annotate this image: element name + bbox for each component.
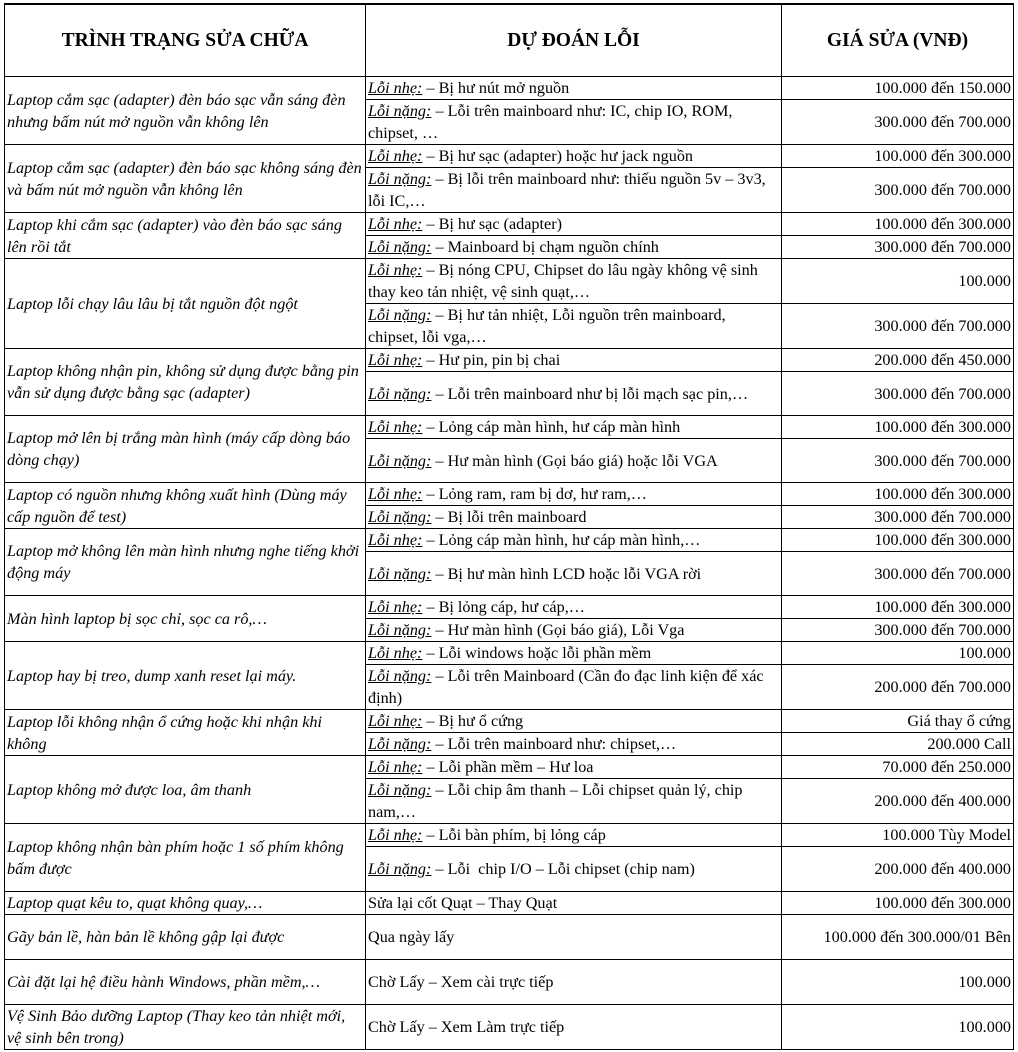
fault-cell [366, 259, 782, 304]
severity-label: Lỗi nặng: [368, 860, 432, 878]
severity-label: Lỗi nặng: [368, 781, 432, 799]
table-row [5, 416, 1014, 439]
severity-label: Lỗi nặng: [368, 621, 432, 639]
fault-text: – Lỗi trên mainboard như: chipset,… [431, 735, 677, 753]
price-cell: 100.000 đến 300.000 [782, 529, 1014, 552]
fault-cell [366, 304, 782, 349]
table-row [5, 756, 1014, 779]
fault-cell [366, 779, 782, 824]
fault-cell [366, 596, 782, 619]
fault-cell [366, 756, 782, 779]
price-cell: 100.000 đến 300.000 [782, 892, 1014, 915]
fault-cell [366, 416, 782, 439]
repair-status-cell: Laptop cắm sạc (adapter) đèn báo sạc không sáng đèn và bấm nút mở nguồn vẫn không lên [5, 145, 366, 213]
table-row [5, 642, 1014, 665]
fault-text: – Lỗi trên mainboard như: IC, chip IO, ROM, chipset, … [368, 102, 737, 142]
fault-cell [366, 733, 782, 756]
severity-label: Lỗi nhẹ: [368, 79, 423, 97]
fault-text: Chờ Lấy – Xem Làm trực tiếp [368, 1018, 565, 1036]
price-cell: 300.000 đến 700.000 [782, 100, 1014, 145]
table-row [5, 824, 1014, 847]
price-cell: 200.000 đến 450.000 [782, 349, 1014, 372]
price-cell: 300.000 đến 700.000 [782, 552, 1014, 596]
severity-label: Lỗi nặng: [368, 238, 432, 256]
fault-cell [366, 349, 782, 372]
severity-label: Lỗi nặng: [368, 384, 432, 403]
severity-label: Lỗi nhẹ: [368, 644, 423, 662]
severity-label: Lỗi nhẹ: [368, 598, 423, 616]
repair-status-cell: Laptop khi cắm sạc (adapter) vào đèn báo sạc sáng lên rồi tắt [5, 213, 366, 259]
price-cell: 300.000 đến 700.000 [782, 619, 1014, 642]
fault-text: – Mainboard bị chạm nguồn chính [431, 238, 659, 256]
fault-cell [366, 619, 782, 642]
severity-label: Lỗi nặng: [368, 667, 432, 685]
repair-status-cell: Laptop không nhận pin, không sử dụng được bằng pin vẫn sử dụng được bằng sạc (adapter) [5, 349, 366, 416]
fault-cell [366, 1005, 782, 1050]
fault-text: – Lỗi windows hoặc lỗi phần mềm [422, 644, 652, 662]
severity-label: Lỗi nhẹ: [368, 147, 423, 165]
severity-label: Lỗi nhẹ: [368, 418, 423, 436]
price-cell: 100.000 Tùy Model [782, 824, 1014, 847]
fault-cell [366, 642, 782, 665]
price-cell: 100.000 đến 150.000 [782, 77, 1014, 100]
fault-cell [366, 372, 782, 416]
price-cell: 100.000 đến 300.000/01 Bên [782, 915, 1014, 960]
table-row [5, 145, 1014, 168]
fault-cell [366, 77, 782, 100]
price-cell: 300.000 đến 700.000 [782, 372, 1014, 416]
price-cell: Giá thay ổ cứng [782, 710, 1014, 733]
severity-label: Lỗi nặng: [368, 508, 432, 526]
fault-text: – Bị nóng CPU, Chipset do lâu ngày không vệ sinh thay keo tản nhiệt, vệ sinh quạt,… [368, 261, 762, 301]
fault-text: – Hư màn hình (Gọi báo giá) hoặc lỗi VGA [431, 451, 718, 470]
repair-status-cell: Laptop mở lên bị trắng màn hình (máy cấp dòng báo dòng chạy) [5, 416, 366, 483]
severity-label: Lỗi nhẹ: [368, 351, 423, 369]
fault-cell [366, 236, 782, 259]
severity-label: Lỗi nhẹ: [368, 712, 423, 730]
repair-status-cell: Laptop có nguồn nhưng không xuất hình (Dùng máy cấp nguồn để test) [5, 483, 366, 529]
severity-label: Lỗi nhẹ: [368, 215, 423, 233]
severity-label: Lỗi nhẹ: [368, 758, 423, 776]
fault-text: – Bị hư tản nhiệt, Lỗi nguồn trên mainboard, chipset, lỗi vga,… [368, 306, 730, 346]
fault-text: Sửa lại cốt Quạt – Thay Quạt [368, 894, 558, 912]
severity-label: Lỗi nhẹ: [368, 531, 423, 549]
price-cell: 100.000 đến 300.000 [782, 213, 1014, 236]
price-cell: 70.000 đến 250.000 [782, 756, 1014, 779]
severity-label: Lỗi nhẹ: [368, 261, 423, 279]
table-row [5, 483, 1014, 506]
fault-cell [366, 824, 782, 847]
table-row [5, 259, 1014, 304]
fault-cell [366, 710, 782, 733]
table-body [5, 77, 1014, 1050]
price-cell: 100.000 [782, 960, 1014, 1005]
repair-price-table [4, 3, 1014, 1050]
fault-cell [366, 506, 782, 529]
fault-cell [366, 145, 782, 168]
repair-status-cell: Màn hình laptop bị sọc chỉ, sọc ca rô,… [5, 596, 366, 642]
fault-text: – Bị hư sạc (adapter) [422, 215, 562, 233]
fault-cell [366, 100, 782, 145]
fault-text: – Lỗi chip âm thanh – Lỗi chipset quản lý, chip nam,… [368, 781, 747, 821]
fault-text: – Lỏng cáp màn hình, hư cáp màn hình [422, 418, 681, 436]
price-cell: 100.000 [782, 642, 1014, 665]
repair-status-cell: Laptop hay bị treo, dump xanh reset lại máy. [5, 642, 366, 710]
severity-label: Lỗi nặng: [368, 735, 432, 753]
table-row [5, 1005, 1014, 1050]
price-cell: 200.000 đến 700.000 [782, 665, 1014, 710]
price-cell: 300.000 đến 700.000 [782, 304, 1014, 349]
fault-text: Chờ Lấy – Xem cài trực tiếp [368, 973, 554, 991]
table-row [5, 710, 1014, 733]
fault-cell [366, 665, 782, 710]
fault-text: – Bị lỗi trên mainboard như: thiếu nguồn 5v – 3v3, lỗi IC,… [368, 170, 770, 210]
price-cell: 300.000 đến 700.000 [782, 506, 1014, 529]
fault-text: – Bị lỗi trên mainboard [431, 508, 587, 526]
price-cell: 100.000 đến 300.000 [782, 596, 1014, 619]
fault-cell [366, 213, 782, 236]
fault-text: – Lỏng cáp màn hình, hư cáp màn hình,… [422, 531, 701, 549]
repair-status-cell: Laptop mở không lên màn hình nhưng nghe tiếng khởi động máy [5, 529, 366, 596]
fault-text: – Hư pin, pin bị chai [422, 351, 561, 369]
table-row [5, 529, 1014, 552]
fault-text: – Bị hư màn hình LCD hoặc lỗi VGA rời [431, 564, 702, 583]
fault-cell [366, 529, 782, 552]
repair-status-cell: Laptop quạt kêu to, quạt không quay,… [5, 892, 366, 915]
price-cell: 100.000 đến 300.000 [782, 145, 1014, 168]
table-row [5, 915, 1014, 960]
fault-text: – Lỗi trên mainboard như bị lỗi mạch sạc pin,… [431, 384, 749, 403]
repair-status-cell: Laptop không mở được loa, âm thanh [5, 756, 366, 824]
fault-cell [366, 483, 782, 506]
fault-text: Qua ngày lấy [368, 928, 455, 946]
repair-status-cell: Gãy bản lề, hàn bản lề không gập lại được [5, 915, 366, 960]
severity-label: Lỗi nặng: [368, 306, 432, 324]
severity-label: Lỗi nặng: [368, 564, 432, 583]
header-fault: DỰ ĐOÁN LỖI [366, 4, 782, 77]
table-row [5, 892, 1014, 915]
fault-text: – Lỗi trên Mainboard (Cần đo đạc linh kiện để xác định) [368, 667, 768, 707]
price-cell: 100.000 đến 300.000 [782, 416, 1014, 439]
repair-status-cell: Laptop không nhận bàn phím hoặc 1 số phím không bấm được [5, 824, 366, 892]
price-cell: 100.000 đến 300.000 [782, 483, 1014, 506]
fault-cell [366, 552, 782, 596]
repair-status-cell: Laptop lỗi không nhận ổ cứng hoặc khi nhận khi không [5, 710, 366, 756]
fault-cell [366, 892, 782, 915]
repair-status-cell: Cài đặt lại hệ điều hành Windows, phần mềm,… [5, 960, 366, 1005]
fault-text: – Bị hư sạc (adapter) hoặc hư jack nguồn [422, 147, 694, 165]
price-cell: 300.000 đến 700.000 [782, 236, 1014, 259]
fault-text: – Bị lỏng cáp, hư cáp,… [422, 598, 585, 616]
fault-text: – Lỏng ram, ram bị dơ, hư ram,… [422, 485, 647, 503]
price-cell: 200.000 đến 400.000 [782, 779, 1014, 824]
price-cell: 100.000 [782, 259, 1014, 304]
fault-text: – Lỗi chip I/O – Lỗi chipset (chip nam) [431, 860, 695, 878]
table-row [5, 960, 1014, 1005]
table-row [5, 77, 1014, 100]
table-row [5, 349, 1014, 372]
fault-cell [366, 960, 782, 1005]
fault-cell [366, 915, 782, 960]
severity-label: Lỗi nặng: [368, 102, 432, 120]
table-row [5, 596, 1014, 619]
fault-text: – Lỗi phần mềm – Hư loa [422, 758, 594, 776]
fault-text: – Bị hư nút mở nguồn [422, 79, 570, 97]
price-cell: 300.000 đến 700.000 [782, 439, 1014, 483]
table-row [5, 213, 1014, 236]
fault-text: – Hư màn hình (Gọi báo giá), Lỗi Vga [431, 621, 685, 639]
price-cell: 100.000 [782, 1005, 1014, 1050]
severity-label: Lỗi nặng: [368, 170, 432, 188]
fault-cell [366, 847, 782, 892]
repair-status-cell: Laptop cắm sạc (adapter) đèn báo sạc vẫn sáng đèn nhưng bấm nút mở nguồn vẫn không lên [5, 77, 366, 145]
header-row [5, 4, 1014, 77]
header-status: TRÌNH TRẠNG SỬA CHỮA [5, 4, 366, 77]
repair-status-cell: Laptop lỗi chạy lâu lâu bị tắt nguồn đột ngột [5, 259, 366, 349]
fault-text: – Lỗi bàn phím, bị lỏng cáp [422, 826, 606, 844]
price-cell: 300.000 đến 700.000 [782, 168, 1014, 213]
severity-label: Lỗi nhẹ: [368, 826, 423, 844]
severity-label: Lỗi nhẹ: [368, 485, 423, 503]
severity-label: Lỗi nặng: [368, 451, 432, 470]
fault-text: – Bị hư ổ cứng [422, 712, 524, 730]
price-cell: 200.000 đến 400.000 [782, 847, 1014, 892]
price-cell: 200.000 Call [782, 733, 1014, 756]
header-price: GIÁ SỬA (VNĐ) [782, 4, 1014, 77]
fault-cell [366, 439, 782, 483]
repair-status-cell: Vệ Sinh Bảo dưỡng Laptop (Thay keo tản nhiệt mới, vệ sinh bên trong) [5, 1005, 366, 1050]
fault-cell [366, 168, 782, 213]
